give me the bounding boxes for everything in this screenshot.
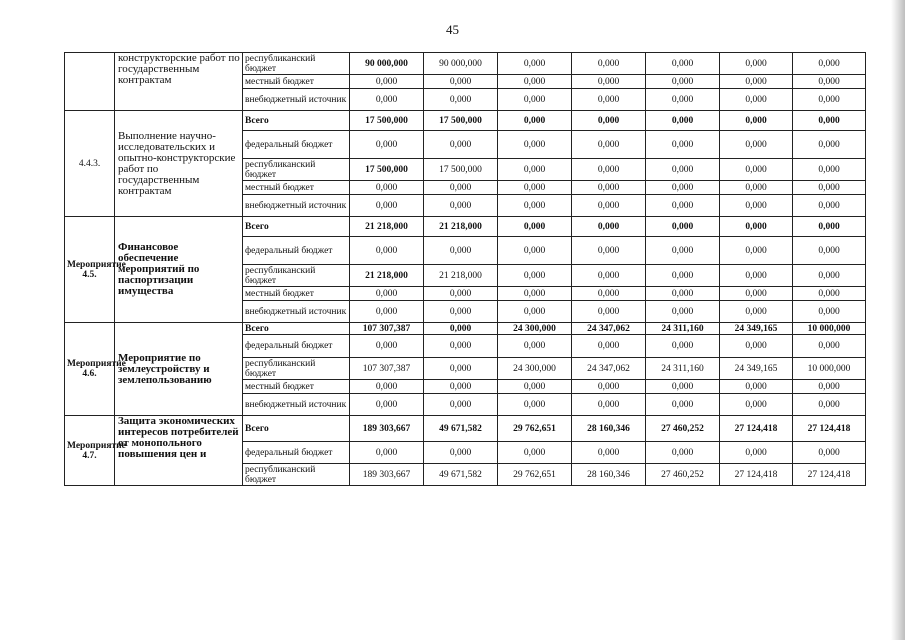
amount-cell: 0,000 bbox=[572, 53, 646, 75]
amount-cell: 0,000 bbox=[572, 394, 646, 416]
amount-cell: 189 303,667 bbox=[350, 416, 424, 442]
measure-code bbox=[65, 53, 115, 111]
table-row bbox=[65, 111, 866, 131]
amount-cell: 0,000 bbox=[350, 380, 424, 394]
amount-cell: 0,000 bbox=[646, 287, 720, 301]
amount-cell: 27 460,252 bbox=[646, 464, 720, 486]
amount-cell: 17 500,000 bbox=[350, 159, 424, 181]
amount-cell: 0,000 bbox=[793, 159, 866, 181]
amount-cell: 0,000 bbox=[424, 442, 498, 464]
measure-code: 4.4.3. bbox=[65, 111, 115, 217]
amount-cell: 0,000 bbox=[646, 380, 720, 394]
measure-code: Мероприятие 4.5. bbox=[65, 217, 115, 323]
amount-cell: 24 349,165 bbox=[720, 358, 793, 380]
amount-cell: 0,000 bbox=[498, 131, 572, 159]
amount-cell: 0,000 bbox=[424, 358, 498, 380]
amount-cell: 0,000 bbox=[646, 265, 720, 287]
amount-cell: 0,000 bbox=[720, 335, 793, 358]
funding-source: федеральный бюджет bbox=[243, 442, 350, 464]
amount-cell: 0,000 bbox=[793, 89, 866, 111]
amount-cell: 0,000 bbox=[720, 75, 793, 89]
funding-source: федеральный бюджет bbox=[243, 335, 350, 358]
amount-cell: 0,000 bbox=[424, 335, 498, 358]
amount-cell: 0,000 bbox=[572, 442, 646, 464]
amount-cell: 0,000 bbox=[646, 89, 720, 111]
amount-cell: 0,000 bbox=[646, 394, 720, 416]
amount-cell: 24 349,165 bbox=[720, 323, 793, 335]
amount-cell: 24 347,062 bbox=[572, 323, 646, 335]
amount-cell: 28 160,346 bbox=[572, 416, 646, 442]
amount-cell: 29 762,651 bbox=[498, 464, 572, 486]
amount-cell: 17 500,000 bbox=[350, 111, 424, 131]
funding-source: республиканский бюджет bbox=[243, 358, 350, 380]
amount-cell: 0,000 bbox=[720, 159, 793, 181]
amount-cell: 29 762,651 bbox=[498, 416, 572, 442]
amount-cell: 0,000 bbox=[793, 131, 866, 159]
amount-cell: 0,000 bbox=[498, 75, 572, 89]
amount-cell: 0,000 bbox=[720, 287, 793, 301]
amount-cell: 0,000 bbox=[646, 159, 720, 181]
table-row bbox=[65, 323, 866, 335]
funding-source: местный бюджет bbox=[243, 181, 350, 195]
amount-cell: 0,000 bbox=[424, 394, 498, 416]
funding-source: федеральный бюджет bbox=[243, 131, 350, 159]
amount-cell: 90 000,000 bbox=[350, 53, 424, 75]
amount-cell: 0,000 bbox=[498, 111, 572, 131]
measure-name: конструкторские работ по государственным контрактам bbox=[115, 53, 243, 111]
amount-cell: 17 500,000 bbox=[424, 159, 498, 181]
amount-cell: 0,000 bbox=[720, 237, 793, 265]
funding-source: республиканский бюджет bbox=[243, 464, 350, 486]
amount-cell: 0,000 bbox=[572, 265, 646, 287]
amount-cell: 0,000 bbox=[424, 301, 498, 323]
amount-cell: 0,000 bbox=[572, 111, 646, 131]
amount-cell: 0,000 bbox=[350, 181, 424, 195]
amount-cell: 0,000 bbox=[572, 287, 646, 301]
amount-cell: 0,000 bbox=[793, 217, 866, 237]
amount-cell: 21 218,000 bbox=[350, 265, 424, 287]
amount-cell: 0,000 bbox=[572, 89, 646, 111]
amount-cell: 0,000 bbox=[498, 380, 572, 394]
funding-source: республиканский бюджет bbox=[243, 53, 350, 75]
amount-cell: 0,000 bbox=[720, 442, 793, 464]
funding-source: Всего bbox=[243, 111, 350, 131]
amount-cell: 0,000 bbox=[572, 380, 646, 394]
page-number: 45 bbox=[446, 22, 459, 37]
amount-cell: 0,000 bbox=[720, 301, 793, 323]
amount-cell: 0,000 bbox=[793, 335, 866, 358]
amount-cell: 24 347,062 bbox=[572, 358, 646, 380]
amount-cell: 0,000 bbox=[424, 380, 498, 394]
amount-cell: 0,000 bbox=[498, 442, 572, 464]
amount-cell: 0,000 bbox=[646, 237, 720, 265]
funding-source: Всего bbox=[243, 323, 350, 335]
funding-source: республиканский бюджет bbox=[243, 159, 350, 181]
funding-source: внебюджетный источник bbox=[243, 89, 350, 111]
amount-cell: 0,000 bbox=[498, 287, 572, 301]
funding-source: местный бюджет bbox=[243, 287, 350, 301]
funding-source: внебюджетный источник bbox=[243, 394, 350, 416]
table-row bbox=[65, 53, 866, 75]
funding-source: внебюджетный источник bbox=[243, 195, 350, 217]
amount-cell: 0,000 bbox=[720, 111, 793, 131]
amount-cell: 21 218,000 bbox=[350, 217, 424, 237]
amount-cell: 0,000 bbox=[793, 394, 866, 416]
amount-cell: 27 460,252 bbox=[646, 416, 720, 442]
amount-cell: 107 307,387 bbox=[350, 358, 424, 380]
amount-cell: 0,000 bbox=[720, 53, 793, 75]
amount-cell: 0,000 bbox=[793, 181, 866, 195]
amount-cell: 0,000 bbox=[793, 301, 866, 323]
amount-cell: 0,000 bbox=[350, 195, 424, 217]
amount-cell: 0,000 bbox=[498, 89, 572, 111]
measure-name: Защита экономических интересов потребителей от монопольного повышения цен и bbox=[115, 416, 243, 486]
amount-cell: 0,000 bbox=[646, 335, 720, 358]
amount-cell: 0,000 bbox=[720, 181, 793, 195]
amount-cell: 17 500,000 bbox=[424, 111, 498, 131]
amount-cell: 0,000 bbox=[720, 394, 793, 416]
amount-cell: 0,000 bbox=[350, 287, 424, 301]
amount-cell: 24 300,000 bbox=[498, 358, 572, 380]
amount-cell: 49 671,582 bbox=[424, 464, 498, 486]
amount-cell: 0,000 bbox=[572, 195, 646, 217]
amount-cell: 0,000 bbox=[424, 75, 498, 89]
amount-cell: 0,000 bbox=[646, 301, 720, 323]
amount-cell: 90 000,000 bbox=[424, 53, 498, 75]
amount-cell: 0,000 bbox=[498, 53, 572, 75]
funding-source: Всего bbox=[243, 217, 350, 237]
amount-cell: 0,000 bbox=[793, 111, 866, 131]
amount-cell: 0,000 bbox=[793, 75, 866, 89]
amount-cell: 0,000 bbox=[498, 195, 572, 217]
amount-cell: 0,000 bbox=[720, 89, 793, 111]
amount-cell: 0,000 bbox=[424, 287, 498, 301]
table-body bbox=[65, 53, 866, 486]
amount-cell: 0,000 bbox=[720, 380, 793, 394]
amount-cell: 0,000 bbox=[424, 181, 498, 195]
amount-cell: 0,000 bbox=[424, 89, 498, 111]
amount-cell: 0,000 bbox=[350, 131, 424, 159]
amount-cell: 0,000 bbox=[572, 301, 646, 323]
amount-cell: 107 307,387 bbox=[350, 323, 424, 335]
amount-cell: 0,000 bbox=[572, 335, 646, 358]
measure-code: Мероприятие 4.6. bbox=[65, 323, 115, 416]
amount-cell: 0,000 bbox=[350, 89, 424, 111]
amount-cell: 0,000 bbox=[572, 181, 646, 195]
amount-cell: 10 000,000 bbox=[793, 323, 866, 335]
amount-cell: 0,000 bbox=[350, 75, 424, 89]
amount-cell: 0,000 bbox=[720, 131, 793, 159]
amount-cell: 0,000 bbox=[793, 53, 866, 75]
amount-cell: 0,000 bbox=[720, 217, 793, 237]
funding-source: местный бюджет bbox=[243, 380, 350, 394]
amount-cell: 0,000 bbox=[646, 217, 720, 237]
amount-cell: 0,000 bbox=[572, 159, 646, 181]
amount-cell: 0,000 bbox=[793, 265, 866, 287]
amount-cell: 0,000 bbox=[350, 237, 424, 265]
amount-cell: 189 303,667 bbox=[350, 464, 424, 486]
amount-cell: 0,000 bbox=[572, 237, 646, 265]
amount-cell: 21 218,000 bbox=[424, 265, 498, 287]
amount-cell: 0,000 bbox=[498, 237, 572, 265]
amount-cell: 24 311,160 bbox=[646, 358, 720, 380]
measure-name: Финансовое обеспечение мероприятий по паспортизации имущества bbox=[115, 217, 243, 323]
page-edge-shadow bbox=[891, 0, 905, 640]
amount-cell: 27 124,418 bbox=[793, 416, 866, 442]
table-row bbox=[65, 416, 866, 442]
budget-table bbox=[64, 52, 866, 486]
funding-source: внебюджетный источник bbox=[243, 301, 350, 323]
amount-cell: 0,000 bbox=[793, 380, 866, 394]
amount-cell: 0,000 bbox=[498, 181, 572, 195]
amount-cell: 0,000 bbox=[498, 159, 572, 181]
amount-cell: 0,000 bbox=[424, 195, 498, 217]
amount-cell: 0,000 bbox=[646, 442, 720, 464]
amount-cell: 0,000 bbox=[793, 195, 866, 217]
amount-cell: 0,000 bbox=[646, 181, 720, 195]
amount-cell: 0,000 bbox=[350, 335, 424, 358]
amount-cell: 0,000 bbox=[498, 335, 572, 358]
amount-cell: 0,000 bbox=[424, 131, 498, 159]
amount-cell: 0,000 bbox=[424, 237, 498, 265]
funding-source: Всего bbox=[243, 416, 350, 442]
amount-cell: 0,000 bbox=[793, 442, 866, 464]
amount-cell: 49 671,582 bbox=[424, 416, 498, 442]
measure-name: Мероприятие по землеустройству и землепользованию bbox=[115, 323, 243, 416]
amount-cell: 0,000 bbox=[646, 53, 720, 75]
amount-cell: 28 160,346 bbox=[572, 464, 646, 486]
amount-cell: 0,000 bbox=[720, 265, 793, 287]
amount-cell: 0,000 bbox=[350, 442, 424, 464]
amount-cell: 0,000 bbox=[646, 111, 720, 131]
amount-cell: 0,000 bbox=[350, 301, 424, 323]
funding-source: федеральный бюджет bbox=[243, 237, 350, 265]
amount-cell: 0,000 bbox=[498, 394, 572, 416]
measure-code: Мероприятие 4.7. bbox=[65, 416, 115, 486]
amount-cell: 0,000 bbox=[572, 75, 646, 89]
amount-cell: 0,000 bbox=[793, 287, 866, 301]
amount-cell: 27 124,418 bbox=[720, 416, 793, 442]
amount-cell: 0,000 bbox=[646, 75, 720, 89]
amount-cell: 0,000 bbox=[646, 195, 720, 217]
amount-cell: 0,000 bbox=[350, 394, 424, 416]
amount-cell: 0,000 bbox=[572, 217, 646, 237]
amount-cell: 0,000 bbox=[498, 217, 572, 237]
amount-cell: 0,000 bbox=[793, 237, 866, 265]
amount-cell: 27 124,418 bbox=[720, 464, 793, 486]
amount-cell: 0,000 bbox=[572, 131, 646, 159]
funding-source: республиканский бюджет bbox=[243, 265, 350, 287]
amount-cell: 27 124,418 bbox=[793, 464, 866, 486]
amount-cell: 0,000 bbox=[424, 323, 498, 335]
amount-cell: 0,000 bbox=[646, 131, 720, 159]
amount-cell: 0,000 bbox=[498, 301, 572, 323]
amount-cell: 21 218,000 bbox=[424, 217, 498, 237]
amount-cell: 24 311,160 bbox=[646, 323, 720, 335]
table-row bbox=[65, 217, 866, 237]
amount-cell: 0,000 bbox=[498, 265, 572, 287]
measure-name: Выполнение научно-исследовательских и опытно-конструкторские работ по государственным контрактам bbox=[115, 111, 243, 217]
amount-cell: 10 000,000 bbox=[793, 358, 866, 380]
amount-cell: 0,000 bbox=[720, 195, 793, 217]
funding-source: местный бюджет bbox=[243, 75, 350, 89]
amount-cell: 24 300,000 bbox=[498, 323, 572, 335]
